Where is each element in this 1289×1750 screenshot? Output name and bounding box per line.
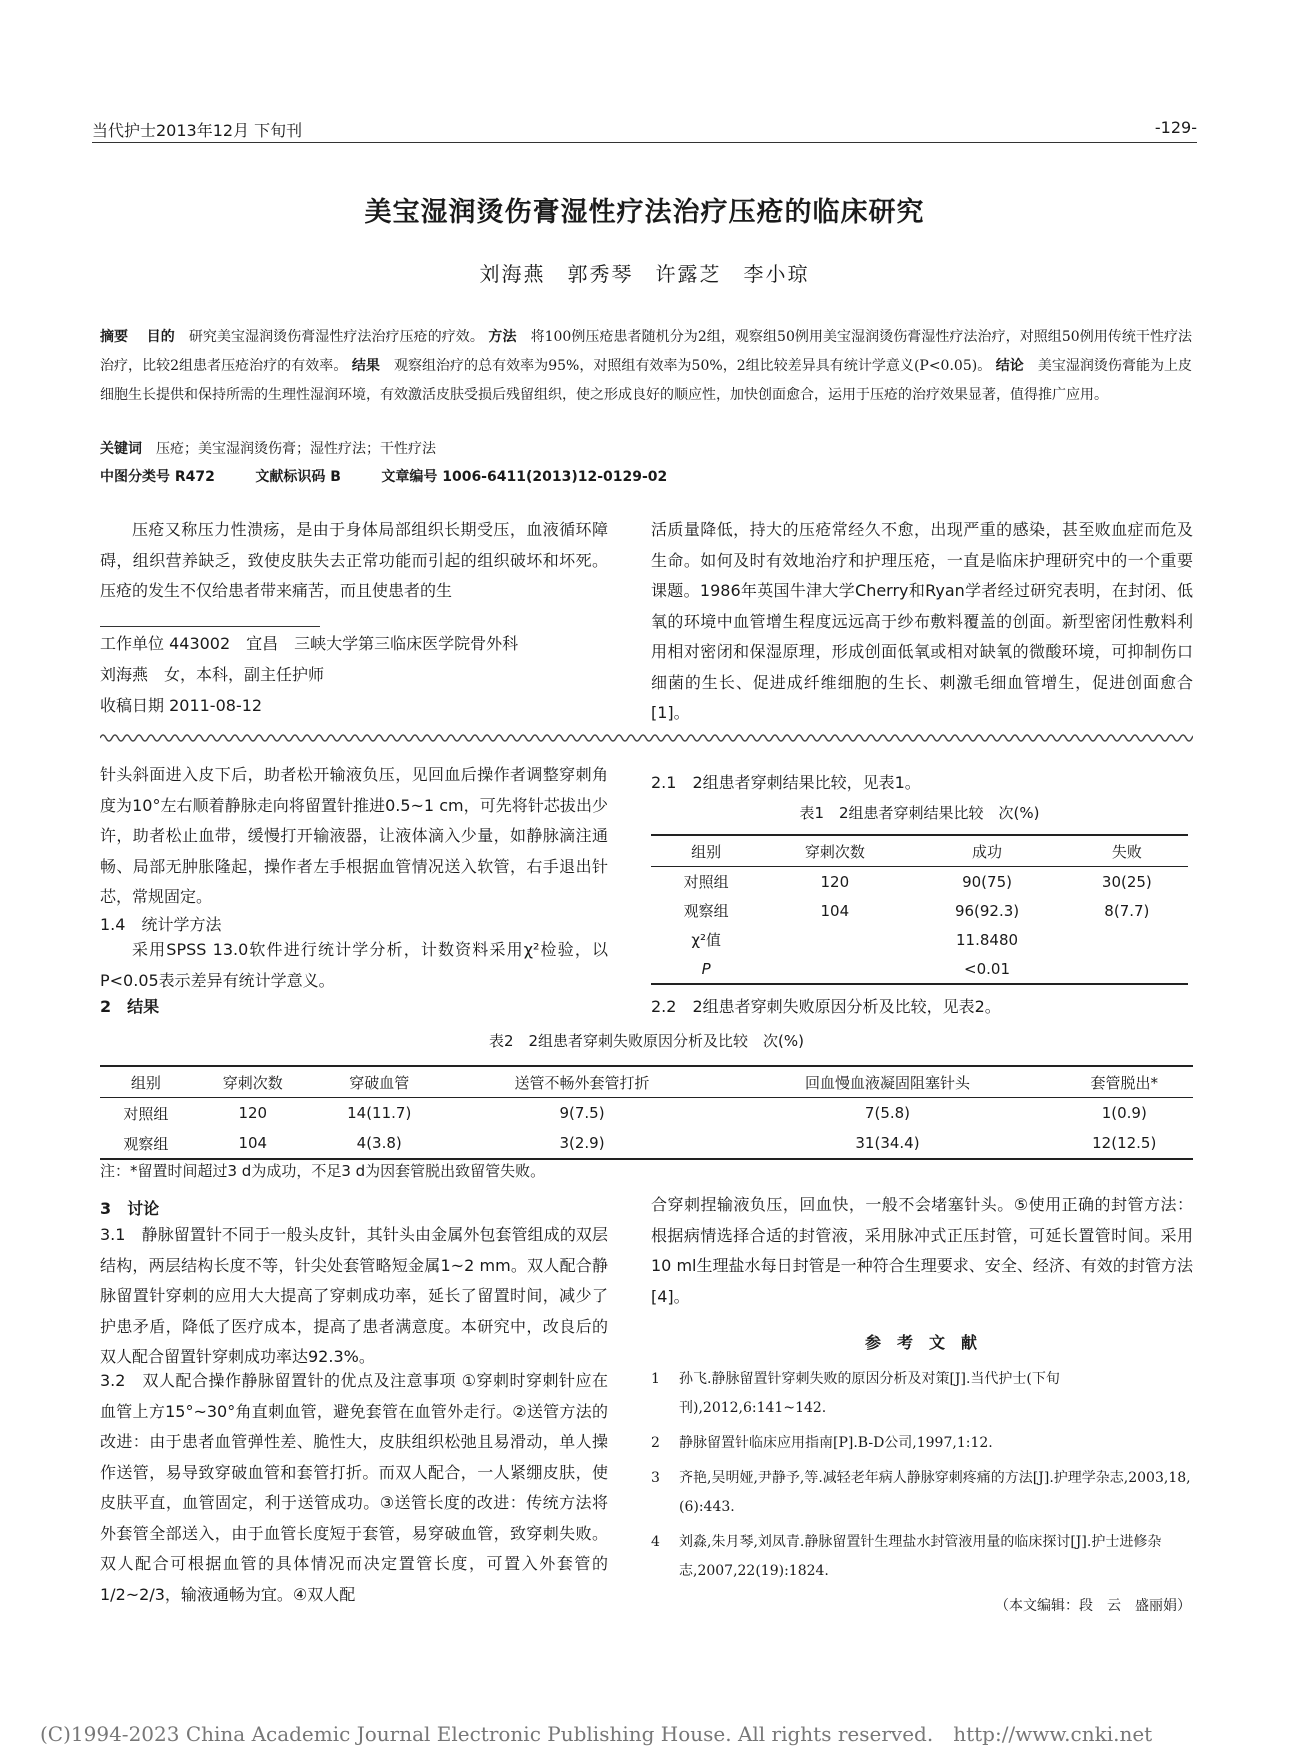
- discussion-3-1: 3.1 静脉留置针不同于一般头皮针，其针头由金属外包套管组成的双层结构，两层结构长度不等，针尖处套管略短金属1~2 mm。双人配合静脉留置针穿刺的应用大大提高了穿刺成功率，延长了留置时间，减少了护患矛盾，降低了医疗成本，提高了患者满意度。本研究中，改良后的双人配合留置针穿刺成功率达92.3%。: [100, 1225, 608, 1366]
- table1-caption: 表1 2组患者穿刺结果比较 次(%): [799, 804, 1040, 822]
- copyright-notice: (C)1994-2023 China Academic Journal Electronic Publishing House. All rights reserved. http://www.cnki.net: [40, 1722, 1153, 1746]
- table1-header-cell: 成功: [908, 835, 1065, 867]
- conclusion-label: 结论: [995, 358, 1024, 374]
- table-cell: 观察组: [683, 902, 729, 920]
- reference-list: [651, 1365, 1191, 1621]
- abstract-label: 摘要: [100, 329, 129, 345]
- table-cell: 8(7.7): [1104, 901, 1150, 920]
- table-row: [100, 1128, 1193, 1159]
- table-cell: 对照组: [683, 873, 729, 891]
- method-label: 方法: [488, 329, 517, 345]
- editor-credit: （本文编辑：段 云 盛丽娟）: [995, 1598, 1191, 1614]
- intro-left: 压疮又称压力性溃疡，是由于身体局部组织长期受压，血液循环障碍，组织营养缺乏，致使皮肤失去正常功能而引起的组织破坏和坏死。压疮的发生不仅给患者带来痛苦，而且使患者的生: [100, 520, 608, 600]
- reference-item: [651, 1429, 1191, 1458]
- footnote: [100, 628, 518, 721]
- keywords: [100, 438, 436, 458]
- section-2-2-heading: 2.2 2组患者穿刺失败原因分析及比较，见表2。: [651, 997, 1001, 1016]
- table2-header-cell: 送管不畅外套管打折: [445, 1066, 720, 1098]
- table-cell: 30(25): [1101, 872, 1152, 891]
- section-2-heading: 2 结果: [100, 997, 160, 1016]
- reference-text: 刘淼,朱月琴,刘凤青.静脉留置针生理盐水封管液用量的临床探讨[J].护士进修杂志,2007,22(19):1824.: [679, 1534, 1162, 1579]
- section-3-heading: 3 讨论: [100, 1199, 160, 1218]
- table-row: [651, 954, 1188, 984]
- table-cell: 7(5.8): [864, 1104, 911, 1122]
- table-cell: P: [651, 954, 761, 984]
- author-list: 刘海燕 郭秀琴 许露芝 李小琼: [479, 262, 810, 286]
- section-2-1-heading: 2.1 2组患者穿刺结果比较，见表1。: [651, 773, 921, 792]
- table-cell: 12(12.5): [1055, 1128, 1193, 1159]
- discussion-right: 合穿刺捏输液负压，回血快，一般不会堵塞针头。⑤使用正确的封管方法：根据病情选择合适的封管液，采用脉冲式正压封管，可延长置管时间。采用10 ml生理盐水每日封管是一种符合生理要求、安全、经济、有效的封管方法[4]。: [651, 1195, 1193, 1306]
- section-1-4-heading: 1.4 统计学方法: [100, 915, 222, 934]
- table-row: [651, 896, 1188, 925]
- table-cell: 104: [192, 1128, 314, 1159]
- reference-number: 1: [651, 1371, 660, 1387]
- reference-number: 3: [651, 1470, 660, 1486]
- intro-right: 活质量降低，持大的压疮常经久不愈，出现严重的感染，甚至败血症而危及生命。如何及时有效地治疗和护理压疮，一直是临床护理研究中的一个重要课题。1986年英国牛津大学Cherry和Ryan学者经过研究表明，在封闭、低氧的环境中血管增生程度远远高于纱布敷料覆盖的创面。新型密闭性敷料利用相对密闭和保湿原理，形成创面低氧或相对缺氧的微酸环境，可抑制伤口细菌的生长、促进成纤维细胞的生长、刺激毛细血管增生，促进创面愈合[1]。: [651, 520, 1193, 722]
- footnote-received: 收稿日期 2011-08-12: [100, 696, 263, 715]
- table-cell: 90(75): [962, 872, 1012, 891]
- table-cell: 31(34.4): [719, 1128, 1055, 1159]
- keywords-label: 关键词: [100, 441, 142, 457]
- procedure-paragraph: 针头斜面进入皮下后，助者松开输液负压，见回血后操作者调整穿刺角度为10°左右顺着静脉走向将留置针推进0.5~1 cm，可先将针芯拔出少许，助者松止血带，缓慢打开输液器，让液体滴入少量，如静脉滴注通畅、局部无肿胀隆起，操作者左手根据血管情况送入软管，右手退出针芯，常规固定。: [100, 765, 608, 906]
- table-cell: 4(3.8): [314, 1128, 445, 1159]
- table-cell: 1(0.9): [1101, 1104, 1147, 1122]
- document-code: 文献标识码 B: [255, 469, 341, 485]
- footnote-author: 刘海燕 女，本科，副主任护师: [100, 665, 325, 684]
- table2-header-cell: 穿破血管: [314, 1066, 445, 1098]
- page-number: -129-: [1154, 118, 1197, 137]
- table2: [100, 1065, 1193, 1160]
- reference-text: 静脉留置针临床应用指南[P].B-D公司,1997,1:12.: [679, 1435, 993, 1451]
- table2-header-cell: 回血慢血液凝固阻塞针头: [719, 1066, 1055, 1098]
- table-cell: 14(11.7): [347, 1104, 412, 1122]
- table-row: [100, 1098, 1193, 1129]
- table-cell: [761, 925, 908, 954]
- objective-label: 目的: [146, 329, 175, 345]
- table2-header-cell: 穿刺次数: [192, 1066, 314, 1098]
- discussion-3-2: 3.2 双人配合操作静脉留置针的优点及注意事项 ①穿刺时穿刺针应在血管上方15°~30°角直刺血管，避免套管在血管外走行。②送管方法的改进：由于患者血管弹性差、脆性大，皮肤组织松弛且易滑动，单人操作送管，易导致穿破血管和套管打折。而双人配合，一人紧绷皮肤，使皮肤平直，血管固定，利于送管成功。③送管长度的改进：传统方法将外套管全部送入，由于血管长度短于套管，易穿破血管，致穿刺失败。双人配合可根据血管的具体情况而决定置管长度，可置入外套管的1/2~2/3，输液通畅为宜。④双人配: [100, 1371, 608, 1604]
- table1-header-cell: 组别: [651, 835, 761, 867]
- journal-header: 当代护士2013年12月 下旬刊: [92, 121, 303, 140]
- table2-caption: 表2 2组患者穿刺失败原因分析及比较 次(%): [488, 1032, 805, 1050]
- method-text: 将100例压疮患者随机分为2组，观察组50例用美宝湿润烫伤膏湿性疗法治疗，对照组50例用传统干性疗法治疗，比较2组患者压疮治疗的有效率。: [100, 329, 1193, 374]
- table2-header-cell: 套管脱出*: [1055, 1066, 1193, 1098]
- clc-number: 中图分类号 R472: [100, 469, 215, 485]
- table-cell: [761, 954, 908, 984]
- references-title: 参 考 文 献: [864, 1333, 977, 1352]
- table1-header-cell: 穿刺次数: [761, 835, 908, 867]
- result-label: 结果: [351, 358, 380, 374]
- table-cell: 11.8480: [956, 930, 1019, 949]
- table-row: [651, 925, 1188, 954]
- footnote-unit: 工作单位 443002 宜昌 三峡大学第三临床医学院骨外科: [100, 634, 519, 653]
- reference-item: [651, 1464, 1191, 1522]
- article-title: 美宝湿润烫伤膏湿性疗法治疗压疮的临床研究: [364, 197, 925, 228]
- table1-header-cell: 失败: [1066, 835, 1188, 867]
- reference-number: 4: [651, 1534, 660, 1550]
- result-text: 观察组治疗的总有效率为95%，对照组有效率为50%，2组比较差异具有统计学意义(P<0.05)。: [393, 358, 992, 374]
- reference-text: 齐艳,吴明娅,尹静予,等.减轻老年病人静脉穿刺疼痛的方法[J].护理学杂志,2003,18,(6):443.: [679, 1470, 1191, 1515]
- table-cell: χ²值: [691, 931, 721, 949]
- table-cell: 观察组: [100, 1128, 192, 1159]
- footnote-rule: [100, 626, 320, 627]
- objective-text: 研究美宝湿润烫伤膏湿性疗法治疗压疮的疗效。: [188, 329, 484, 345]
- header-rule: [92, 142, 1197, 143]
- table2-note: 注：*留置时间超过3 d为成功，不足3 d为因套管脱出致留管失败。: [100, 1162, 546, 1180]
- classification-line: [100, 466, 703, 486]
- reference-item: [651, 1365, 1191, 1423]
- conclusion-text: 美宝湿润烫伤膏能为上皮细胞生长提供和保持所需的生理性湿润环境，有效激活皮肤受损后残留组织，使之形成良好的顺应性，加快创面愈合，运用于压疮的治疗效果显著，值得推广应用。: [100, 358, 1193, 403]
- reference-item: [651, 1528, 1191, 1586]
- abstract: [100, 323, 1192, 410]
- wavy-divider: [100, 730, 1193, 746]
- table-cell: 104: [820, 901, 850, 920]
- reference-number: 2: [651, 1435, 660, 1451]
- table1: [651, 834, 1188, 985]
- table-cell: 对照组: [123, 1104, 169, 1123]
- table-cell: 3(2.9): [445, 1128, 720, 1159]
- table2-header-cell: 组别: [100, 1066, 192, 1098]
- table-row: [651, 867, 1188, 897]
- table-cell: 9(7.5): [559, 1104, 605, 1122]
- table-cell: [1066, 954, 1188, 984]
- article-number: 文章编号 1006-6411(2013)12-0129-02: [381, 469, 668, 485]
- table-cell: 96(92.3): [954, 901, 1020, 920]
- table-cell: [1066, 925, 1188, 954]
- keywords-text: 压疮；美宝湿润烫伤膏；湿性疗法；干性疗法: [156, 441, 436, 457]
- reference-text: 孙飞.静脉留置针穿刺失败的原因分析及对策[J].当代护士(下旬刊),2012,6:141~142.: [679, 1371, 1060, 1416]
- table-cell: <0.01: [908, 954, 1065, 984]
- table-cell: 120: [820, 872, 850, 891]
- stats-paragraph: 采用SPSS 13.0软件进行统计学分析，计数资料采用χ²检验，以P<0.05表示差异有统计学意义。: [100, 940, 608, 990]
- table-cell: 120: [238, 1104, 268, 1122]
